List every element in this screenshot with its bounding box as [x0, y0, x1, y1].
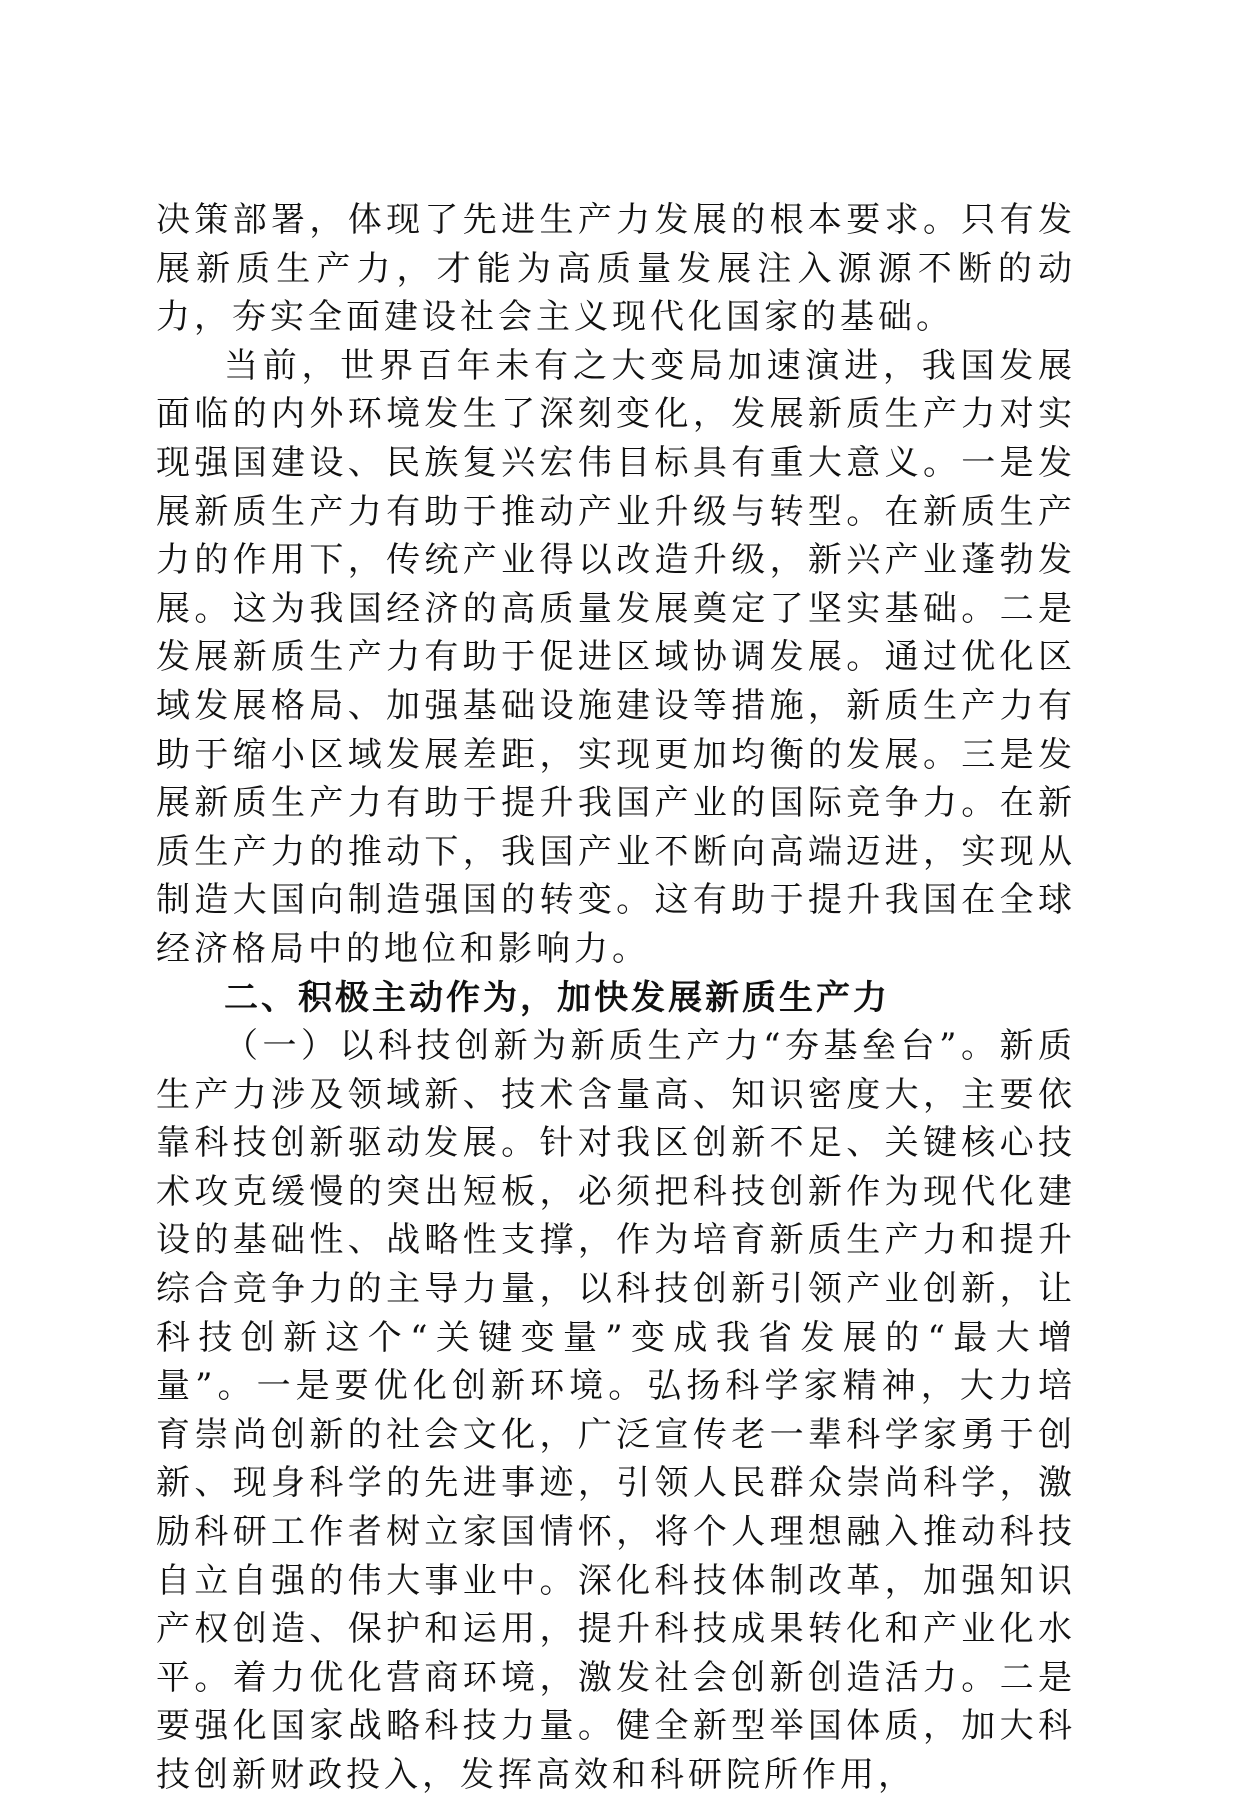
body-paragraph-1: 决策部署，体现了先进生产力发展的根本要求。只有发展新质生产力，才能为高质量发展注入源源不断的动力，夯实全面建设社会主义现代化国家的基础。 [156, 200, 1076, 338]
body-paragraph-3: （一）以科技创新为新质生产力“夯基垒台”。新质生产力涉及领域新、技术含量高、知识密度大，主要依靠科技创新驱动发展。针对我区创新不足、关键核心技术攻克缓慢的突出短板，必须把科技创新作为现代化建设的基础性、战略性支撑，作为培育新质生产力和提升综合竞争力的主导力量，以科技创新引领产业创新，让科技创新这个“关键变量”变成我省发展的“最大增量”。一是要优化创新环境。弘扬科学家精神，大力培育崇尚创新的社会文化，广泛宣传老一辈科学家勇于创新、现身科学的先进事迹，引领人民群众崇尚科学，激励科研工作者树立家国情怀，将个人理想融入推动科技自立自强的伟大事业中。深化科技体制改革，加强知识产权创造、保护和运用，提升科技成果转化和产业化水平。着力优化营商环境，激发社会创新创造活力。二是要强化国家战略科技力量。健全新型举国体质，加大科技创新财政投入，发挥高效和科研院所作用， [156, 1026, 1076, 1795]
section-heading: 二、积极主动作为，加快发展新质生产力 [224, 977, 890, 1018]
document-body [156, 196, 1076, 1800]
body-paragraph-2: 当前，世界百年未有之大变局加速演进，我国发展面临的内外环境发生了深刻变化，发展新质生产力对实现强国建设、民族复兴宏伟目标具有重大意义。一是发展新质生产力有助于推动产业升级与转型。在新质生产力的作用下，传统产业得以改造升级，新兴产业蓬勃发展。这为我国经济的高质量发展奠定了坚实基础。二是发展新质生产力有助于促进区域协调发展。通过优化区域发展格局、加强基础设施建设等措施，新质生产力有助于缩小区域发展差距，实现更加均衡的发展。三是发展新质生产力有助于提升我国产业的国际竞争力。在新质生产力的推动下，我国产业不断向高端迈进，实现从制造大国向制造强国的转变。这有助于提升我国在全球经济格局中的地位和影响力。 [156, 345, 1076, 969]
